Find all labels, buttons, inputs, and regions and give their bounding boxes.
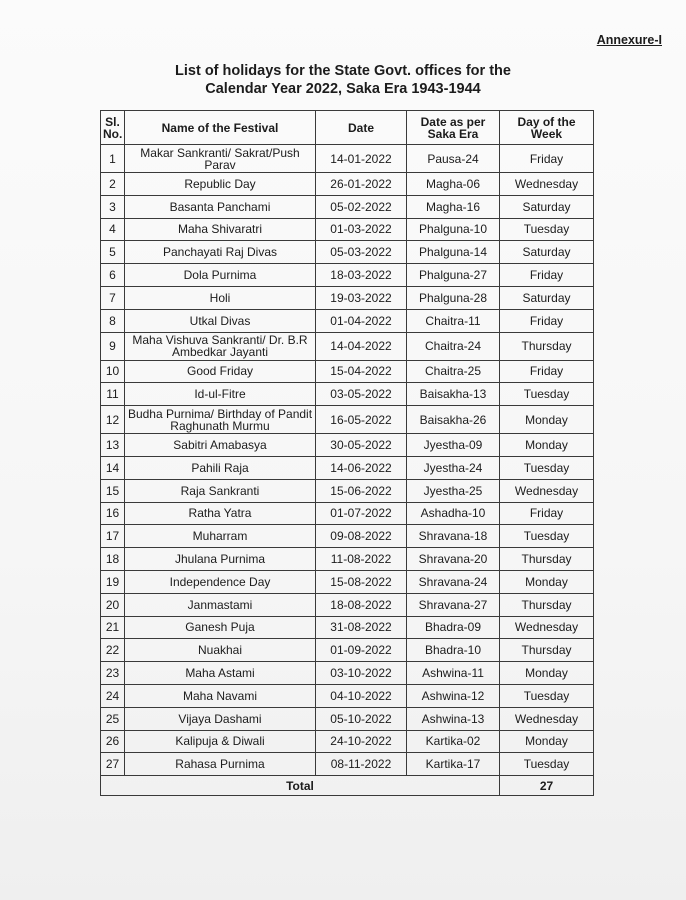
- table-row: [101, 286, 594, 309]
- cell-saka-date: Shravana-20: [407, 548, 500, 571]
- cell-saka-date: Chaitra-25: [407, 360, 500, 383]
- total-label: Total: [101, 776, 500, 796]
- table-row: [101, 173, 594, 196]
- cell-saka-date: Magha-16: [407, 195, 500, 218]
- table-row: [101, 730, 594, 753]
- cell-saka-date: Shravana-27: [407, 593, 500, 616]
- cell-date: 26-01-2022: [316, 173, 407, 196]
- cell-sl-no: 25: [101, 707, 125, 730]
- cell-festival-name: Maha Navami: [125, 684, 316, 707]
- table-row: [101, 360, 594, 383]
- cell-sl-no: 6: [101, 264, 125, 287]
- cell-day-of-week: Tuesday: [500, 456, 594, 479]
- cell-saka-date: Jyestha-24: [407, 456, 500, 479]
- cell-day-of-week: Monday: [500, 406, 594, 434]
- cell-festival-name: Raja Sankranti: [125, 479, 316, 502]
- table-row: [101, 479, 594, 502]
- table-row: [101, 406, 594, 434]
- cell-sl-no: 11: [101, 383, 125, 406]
- cell-saka-date: Phalguna-14: [407, 241, 500, 264]
- title-line-2: Calendar Year 2022, Saka Era 1943-1944: [205, 81, 481, 97]
- cell-day-of-week: Wednesday: [500, 479, 594, 502]
- table-row: [101, 525, 594, 548]
- cell-festival-name: Nuakhai: [125, 639, 316, 662]
- cell-date: 01-07-2022: [316, 502, 407, 525]
- cell-sl-no: 4: [101, 218, 125, 241]
- cell-sl-no: 14: [101, 456, 125, 479]
- table-row: [101, 684, 594, 707]
- cell-day-of-week: Wednesday: [500, 707, 594, 730]
- cell-day-of-week: Thursday: [500, 639, 594, 662]
- cell-date: 15-04-2022: [316, 360, 407, 383]
- cell-saka-date: Jyestha-25: [407, 479, 500, 502]
- cell-date: 16-05-2022: [316, 406, 407, 434]
- cell-festival-name: Muharram: [125, 525, 316, 548]
- cell-sl-no: 23: [101, 662, 125, 685]
- cell-sl-no: 20: [101, 593, 125, 616]
- cell-day-of-week: Friday: [500, 502, 594, 525]
- table-row: [101, 662, 594, 685]
- cell-date: 11-08-2022: [316, 548, 407, 571]
- cell-day-of-week: Thursday: [500, 332, 594, 360]
- cell-festival-name: Sabitri Amabasya: [125, 434, 316, 457]
- cell-festival-name: Ratha Yatra: [125, 502, 316, 525]
- cell-date: 01-04-2022: [316, 309, 407, 332]
- cell-date: 15-06-2022: [316, 479, 407, 502]
- title-line-1: List of holidays for the State Govt. offices for the: [175, 63, 511, 79]
- cell-saka-date: Phalguna-28: [407, 286, 500, 309]
- cell-sl-no: 9: [101, 332, 125, 360]
- cell-date: 15-08-2022: [316, 570, 407, 593]
- cell-festival-name: Basanta Panchami: [125, 195, 316, 218]
- cell-day-of-week: Friday: [500, 145, 594, 173]
- header-sl-no: Sl. No.: [101, 111, 125, 145]
- cell-festival-name: Maha Shivaratri: [125, 218, 316, 241]
- cell-date: 05-02-2022: [316, 195, 407, 218]
- cell-sl-no: 2: [101, 173, 125, 196]
- cell-festival-name: Rahasa Purnima: [125, 753, 316, 776]
- cell-sl-no: 17: [101, 525, 125, 548]
- cell-date: 05-03-2022: [316, 241, 407, 264]
- cell-date: 14-04-2022: [316, 332, 407, 360]
- cell-festival-name: Vijaya Dashami: [125, 707, 316, 730]
- total-value: 27: [500, 776, 594, 796]
- cell-saka-date: Chaitra-11: [407, 309, 500, 332]
- table-row: [101, 456, 594, 479]
- cell-day-of-week: Friday: [500, 264, 594, 287]
- cell-sl-no: 13: [101, 434, 125, 457]
- cell-day-of-week: Saturday: [500, 286, 594, 309]
- cell-festival-name: Kalipuja & Diwali: [125, 730, 316, 753]
- cell-date: 14-01-2022: [316, 145, 407, 173]
- cell-festival-name: Dola Purnima: [125, 264, 316, 287]
- cell-festival-name: Id-ul-Fitre: [125, 383, 316, 406]
- cell-sl-no: 8: [101, 309, 125, 332]
- cell-date: 18-08-2022: [316, 593, 407, 616]
- table-row: [101, 434, 594, 457]
- cell-festival-name: Janmastami: [125, 593, 316, 616]
- header-saka-date: Date as per Saka Era: [407, 111, 500, 145]
- cell-sl-no: 12: [101, 406, 125, 434]
- table-row: [101, 145, 594, 173]
- cell-day-of-week: Saturday: [500, 241, 594, 264]
- cell-day-of-week: Thursday: [500, 593, 594, 616]
- cell-sl-no: 24: [101, 684, 125, 707]
- cell-festival-name: Panchayati Raj Divas: [125, 241, 316, 264]
- cell-saka-date: Magha-06: [407, 173, 500, 196]
- table-row: [101, 309, 594, 332]
- cell-saka-date: Kartika-17: [407, 753, 500, 776]
- cell-sl-no: 18: [101, 548, 125, 571]
- cell-date: 09-08-2022: [316, 525, 407, 548]
- cell-day-of-week: Monday: [500, 730, 594, 753]
- table-row: [101, 707, 594, 730]
- cell-sl-no: 26: [101, 730, 125, 753]
- cell-festival-name: Republic Day: [125, 173, 316, 196]
- cell-date: 03-10-2022: [316, 662, 407, 685]
- cell-saka-date: Ashwina-12: [407, 684, 500, 707]
- cell-festival-name: Jhulana Purnima: [125, 548, 316, 571]
- cell-festival-name: Pahili Raja: [125, 456, 316, 479]
- cell-date: 03-05-2022: [316, 383, 407, 406]
- cell-date: 14-06-2022: [316, 456, 407, 479]
- cell-saka-date: Shravana-24: [407, 570, 500, 593]
- header-festival-name: Name of the Festival: [125, 111, 316, 145]
- table-row: [101, 264, 594, 287]
- annexure-label: Annexure-I: [596, 33, 662, 47]
- cell-day-of-week: Tuesday: [500, 218, 594, 241]
- cell-festival-name: Maha Vishuva Sankranti/ Dr. B.R Ambedkar Jayanti: [125, 332, 316, 360]
- cell-date: 04-10-2022: [316, 684, 407, 707]
- cell-day-of-week: Friday: [500, 309, 594, 332]
- cell-saka-date: Bhadra-10: [407, 639, 500, 662]
- cell-date: 30-05-2022: [316, 434, 407, 457]
- cell-festival-name: Good Friday: [125, 360, 316, 383]
- table-row: [101, 502, 594, 525]
- cell-day-of-week: Tuesday: [500, 753, 594, 776]
- total-row: [101, 776, 594, 796]
- cell-sl-no: 15: [101, 479, 125, 502]
- cell-saka-date: Phalguna-27: [407, 264, 500, 287]
- cell-date: 31-08-2022: [316, 616, 407, 639]
- table-row: [101, 195, 594, 218]
- cell-saka-date: Chaitra-24: [407, 332, 500, 360]
- cell-saka-date: Ashadha-10: [407, 502, 500, 525]
- cell-sl-no: 10: [101, 360, 125, 383]
- cell-day-of-week: Friday: [500, 360, 594, 383]
- cell-day-of-week: Monday: [500, 570, 594, 593]
- document-title: [0, 62, 686, 98]
- cell-sl-no: 1: [101, 145, 125, 173]
- cell-sl-no: 22: [101, 639, 125, 662]
- cell-sl-no: 27: [101, 753, 125, 776]
- cell-festival-name: Independence Day: [125, 570, 316, 593]
- table-row: [101, 332, 594, 360]
- cell-day-of-week: Thursday: [500, 548, 594, 571]
- table-body: [101, 145, 594, 776]
- cell-day-of-week: Tuesday: [500, 684, 594, 707]
- cell-day-of-week: Monday: [500, 434, 594, 457]
- cell-sl-no: 16: [101, 502, 125, 525]
- cell-saka-date: Phalguna-10: [407, 218, 500, 241]
- cell-date: 01-03-2022: [316, 218, 407, 241]
- header-date: Date: [316, 111, 407, 145]
- cell-day-of-week: Wednesday: [500, 173, 594, 196]
- cell-festival-name: Makar Sankranti/ Sakrat/Push Parav: [125, 145, 316, 173]
- cell-saka-date: Jyestha-09: [407, 434, 500, 457]
- cell-sl-no: 5: [101, 241, 125, 264]
- cell-date: 18-03-2022: [316, 264, 407, 287]
- table-row: [101, 241, 594, 264]
- table-row: [101, 639, 594, 662]
- cell-sl-no: 19: [101, 570, 125, 593]
- cell-day-of-week: Tuesday: [500, 525, 594, 548]
- cell-festival-name: Utkal Divas: [125, 309, 316, 332]
- cell-date: 05-10-2022: [316, 707, 407, 730]
- cell-date: 19-03-2022: [316, 286, 407, 309]
- cell-date: 08-11-2022: [316, 753, 407, 776]
- cell-day-of-week: Monday: [500, 662, 594, 685]
- cell-day-of-week: Wednesday: [500, 616, 594, 639]
- cell-saka-date: Bhadra-09: [407, 616, 500, 639]
- holiday-table: [100, 110, 594, 796]
- cell-day-of-week: Tuesday: [500, 383, 594, 406]
- cell-saka-date: Baisakha-13: [407, 383, 500, 406]
- cell-sl-no: 3: [101, 195, 125, 218]
- table-row: [101, 383, 594, 406]
- cell-festival-name: Ganesh Puja: [125, 616, 316, 639]
- cell-festival-name: Holi: [125, 286, 316, 309]
- cell-date: 01-09-2022: [316, 639, 407, 662]
- cell-sl-no: 21: [101, 616, 125, 639]
- cell-sl-no: 7: [101, 286, 125, 309]
- header-day-of-week: Day of the Week: [500, 111, 594, 145]
- cell-saka-date: Pausa-24: [407, 145, 500, 173]
- table-row: [101, 753, 594, 776]
- table-row: [101, 218, 594, 241]
- table-row: [101, 593, 594, 616]
- cell-day-of-week: Saturday: [500, 195, 594, 218]
- cell-festival-name: Maha Astami: [125, 662, 316, 685]
- table-header-row: [101, 111, 594, 145]
- table-row: [101, 616, 594, 639]
- cell-saka-date: Baisakha-26: [407, 406, 500, 434]
- cell-saka-date: Shravana-18: [407, 525, 500, 548]
- cell-saka-date: Kartika-02: [407, 730, 500, 753]
- cell-saka-date: Ashwina-11: [407, 662, 500, 685]
- table-row: [101, 570, 594, 593]
- table-row: [101, 548, 594, 571]
- cell-festival-name: Budha Purnima/ Birthday of Pandit Raghunath Murmu: [125, 406, 316, 434]
- cell-date: 24-10-2022: [316, 730, 407, 753]
- cell-saka-date: Ashwina-13: [407, 707, 500, 730]
